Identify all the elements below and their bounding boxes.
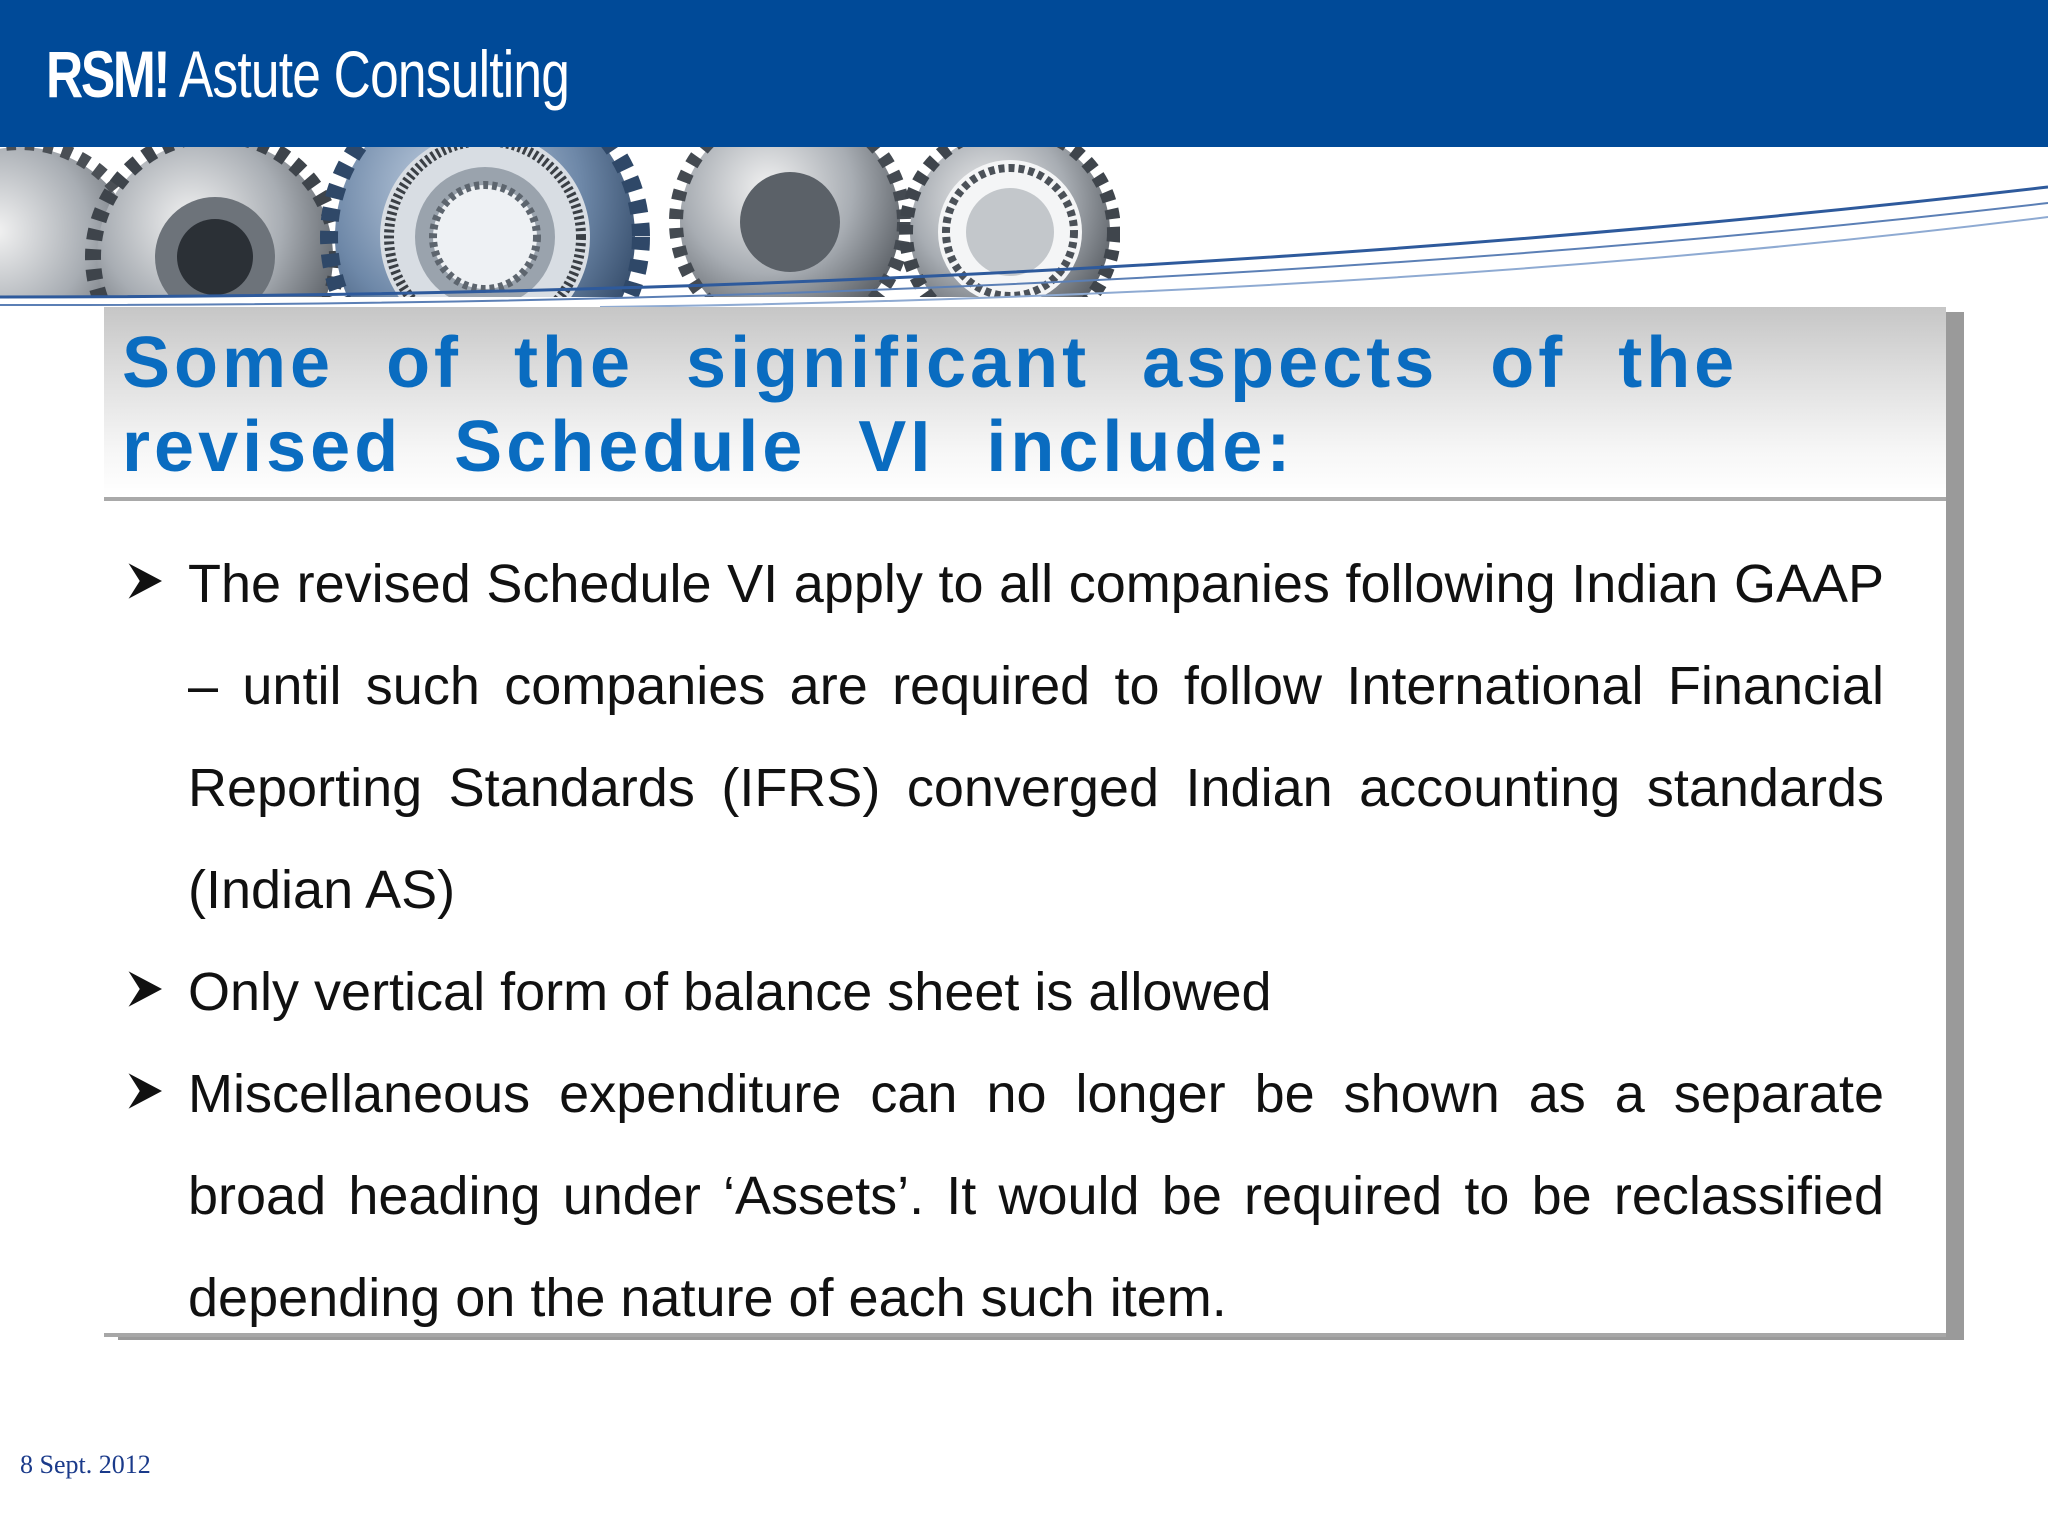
slide-title: Some of the significant aspects of the revised Schedule VI include: — [122, 323, 1739, 487]
company-logo — [46, 34, 569, 114]
list-item — [124, 533, 1884, 941]
gears-icon — [0, 147, 2048, 307]
list-item — [124, 941, 1884, 1043]
arrowhead-bullet-icon — [124, 967, 164, 1011]
logo-name: Astute Consulting — [178, 37, 570, 111]
bullet-list — [124, 533, 1924, 1349]
bullet-text: The revised Schedule VI apply to all companies following Indian GAAP – until such companies are required to follow International Financial Reporting Standards (IFRS) converged Indian accounting standards (Indian AS) — [188, 554, 1884, 920]
logo-mark: RSM! — [46, 37, 169, 111]
arrowhead-bullet-icon — [124, 1069, 164, 1113]
slide-date: 8 Sept. 2012 — [20, 1450, 151, 1479]
bullet-text: Miscellaneous expenditure can no longer be shown as a separate broad heading under ‘Assets’. It would be required to be reclassified depending on the nature of each such item. — [188, 1064, 1884, 1328]
content-panel — [104, 307, 1946, 1337]
header-bar — [0, 0, 2048, 147]
bullet-text: Only vertical form of balance sheet is allowed — [188, 962, 1272, 1022]
arrowhead-bullet-icon — [124, 559, 164, 603]
title-box — [104, 307, 1946, 501]
list-item — [124, 1043, 1884, 1349]
